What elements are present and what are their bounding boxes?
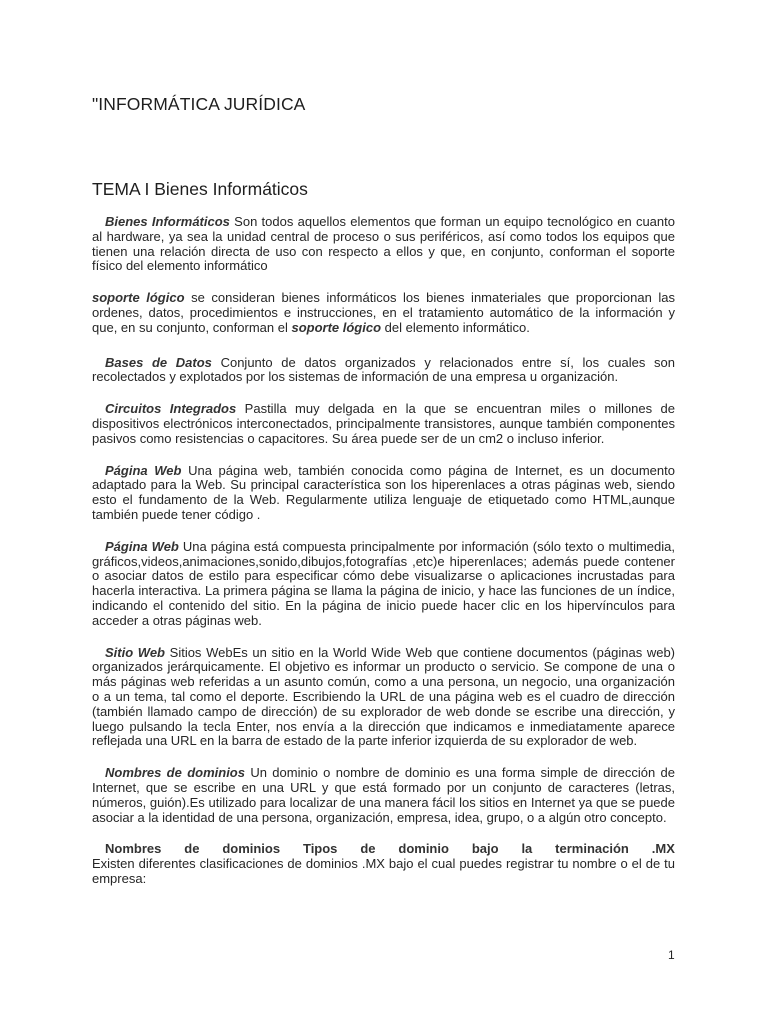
term-circuitos-integrados: Circuitos Integrados xyxy=(105,401,237,417)
heading-word: Nombres xyxy=(105,841,162,857)
paragraph-text: Existen diferentes clasificaciones de dominios .MX bajo el cual puedes registrar tu nombre o el de tu empresa: xyxy=(92,856,675,886)
term-bienes-informaticos: Bienes Informáticos xyxy=(105,214,230,229)
paragraph-bases-de-datos xyxy=(92,356,675,386)
term-pagina-web: Página Web xyxy=(105,538,179,554)
section-heading: TEMA I Bienes Informáticos xyxy=(92,179,308,199)
paragraph-sitio-web xyxy=(92,646,675,750)
paragraph-text: Son todos aquellos elementos que forman un equipo tecnológico en cuanto al hardware, ya sea la unidad central de proceso o sus periféricos, así como todos los equipos que tienen una relación directa de uso con respecto a ellos y que, en conjunto, conforman el soporte físico del elemento informático xyxy=(92,214,675,274)
paragraph-pagina-web-1 xyxy=(92,464,675,523)
paragraph-bienes-informaticos xyxy=(92,215,675,274)
term-pagina-web: Página Web xyxy=(105,462,182,478)
heading-word: .MX xyxy=(651,841,675,857)
heading-word: dominios xyxy=(222,841,281,857)
paragraph-text: Un dominio o nombre de dominio es una forma simple de dirección de Internet, que se escribe en una URL y que está formado por un conjunto de caracteres (letras, números, guión).Es utilizado para localizar de una manera fácil los sitios en Internet ya que se puede asociar a la identidad de una persona, organización, empresa, idea, grupo, o a algún otro concepto. xyxy=(92,765,675,825)
paragraph-text: Una página web, también conocida como página de Internet, es un documento adaptado para la Web. Su principal característica son los hiperenlaces a otras páginas web, siendo esto el fundamento de la Web. Regularmente utiliza lenguaje de etiquetado como HTML,aunque también puede tener código . xyxy=(92,462,675,522)
term-bases-de-datos: Bases de Datos xyxy=(105,354,212,370)
document-title: "INFORMÁTICA JURÍDICA xyxy=(92,94,306,114)
heading-word: la xyxy=(521,841,533,857)
term-soporte-logico: soporte lógico xyxy=(92,290,185,306)
paragraph-text-end: del elemento informático. xyxy=(381,319,530,335)
paragraph-pagina-web-2 xyxy=(92,540,675,629)
heading-word: terminación xyxy=(555,841,629,857)
heading-word: de xyxy=(360,841,376,857)
paragraph-text: Conjunto de datos organizados y relacionados entre sí, los cuales son recolectados y explotados por los sistemas de información de una empresa u organización. xyxy=(92,354,675,385)
paragraph-circuitos-integrados xyxy=(92,402,675,446)
paragraph-text: se consideran bienes informáticos los bienes inmateriales que proporcionan las ordenes, datos, procedimientos e instrucciones, en el tratamiento automático de la información y que, en su conjunto, conforman el xyxy=(92,290,675,335)
term-nombres-de-dominios: Nombres de dominios xyxy=(105,765,245,781)
heading-word: bajo xyxy=(471,841,499,857)
paragraph-nombres-de-dominios xyxy=(92,766,675,825)
page-number: 1 xyxy=(668,948,675,962)
heading-word: dominio xyxy=(398,841,449,857)
paragraph-text: Sitios WebEs un sitio en la World Wide Web que contiene documentos (páginas web) organizados jerárquicamente. El objetivo es informar un producto o servicio. Se compone de una o más páginas web referidas a un asunto común, como a una persona, un negocio, una organización o a un tema, tal como el deporte. Escribiendo la URL de una página web es el cuadro de dirección (también llamado campo de dirección) de su explorador de web donde se escribe una dirección, y luego pulsando la tecla Enter, nos envía a la dirección que indicamos e inmediatamente aparece reflejada una URL en la barra de estado de la parte inferior izquierda de su explorador de web. xyxy=(92,644,676,749)
term-sitio-web: Sitio Web xyxy=(105,644,166,660)
heading-word: de xyxy=(184,841,200,857)
document-body xyxy=(92,215,675,887)
heading-word: Tipos xyxy=(302,841,338,857)
paragraph-text: Pastilla muy delgada en la que se encuentran miles o millones de dispositivos electrónicos interconectados, principalmente transistores, aunque también componentes pasivos como resistencias o capacitores. Su área puede ser de un cm2 o incluso inferior. xyxy=(92,401,675,446)
paragraph-dominios-mx xyxy=(92,842,675,886)
paragraph-text: Una página está compuesta principalmente por información (sólo texto o multimedia, gráficos,videos,animaciones,sonido,dibujos,fotografías ,etc)e hiperenlaces; además puede contener o asociar datos de estilo para especificar cómo debe visualizarse o aplicaciones incrustadas para hacerla interactiva. La primera página se llama la página de inicio, y hace las funciones de un índice, indicando el contenido del sitio. En la página de inicio puede hacer clic en los hipervínculos para acceder a otras páginas web. xyxy=(92,538,675,628)
term-soporte-logico-inline: soporte lógico xyxy=(291,319,382,335)
paragraph-soporte-logico xyxy=(92,291,675,335)
dominios-mx-heading xyxy=(92,842,675,857)
